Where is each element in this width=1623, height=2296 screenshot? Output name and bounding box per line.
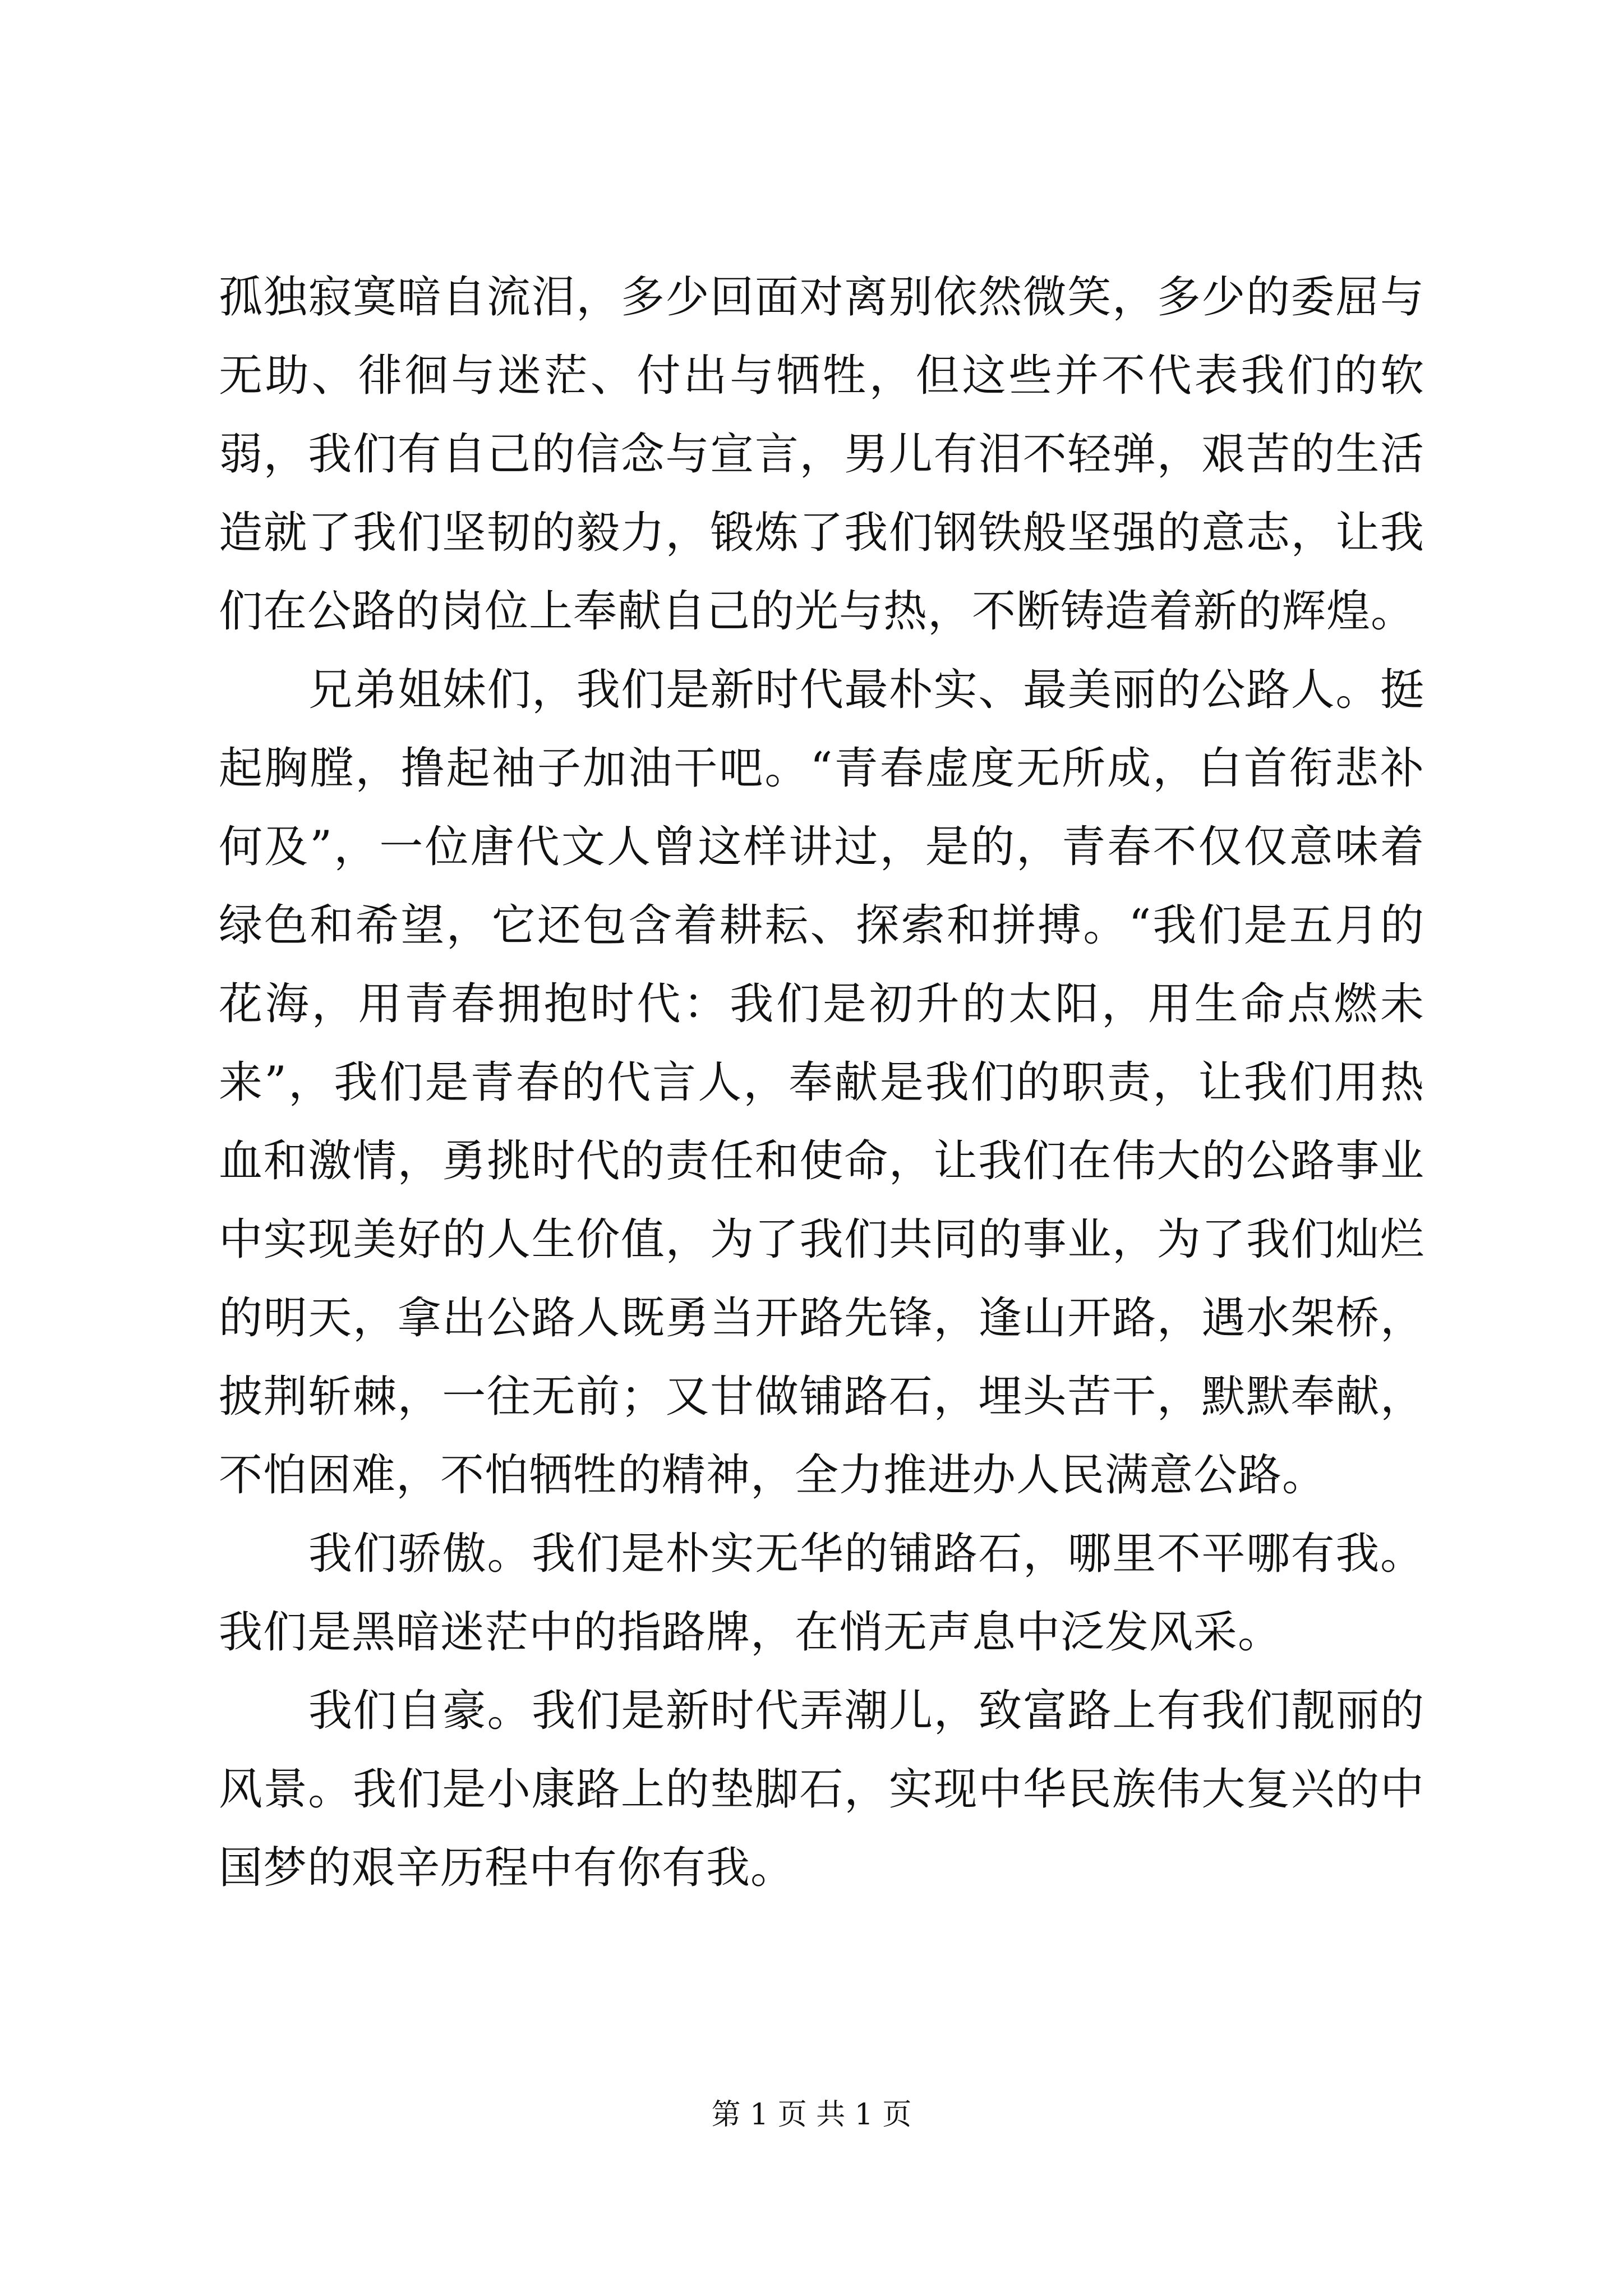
paragraph-continued: 孤独寂寞暗自流泪，多少回面对离别依然微笑，多少的委屈与无助、徘徊与迷茫、付出与牺牲，但这些并不代表我们的软弱，我们有自己的信念与宣言，男儿有泪不轻弹，艰苦的生活造就了我们坚韧的毅力，锻炼了我们钢铁般坚强的意志，让我们在公路的岗位上奉献自己的光与热，不断铸造着新的辉煌。	[219, 272, 1424, 637]
paragraph-pride: 我们自豪。我们是新时代弄潮儿，致富路上有我们靓丽的风景。我们是小康路上的垫脚石，实现中华民族伟大复兴的中国梦的艰辛历程中有你有我。	[219, 1686, 1424, 1893]
paragraph-proud: 我们骄傲。我们是朴实无华的铺路石，哪里不平哪有我。我们是黑暗迷茫中的指路牌，在悄无声息中泛发风采。	[219, 1529, 1424, 1658]
document-body	[219, 258, 1424, 1907]
paragraph-brothers-sisters: 兄弟姐妹们，我们是新时代最朴实、最美丽的公路人。挺起胸膛，撸起袖子加油干吧。“青春虚度无所成，白首衔悲补何及”，一位唐代文人曾这样讲过，是的，青春不仅仅意味着绿色和希望，它还包含着耕耘、探索和拼搏。“我们是五月的花海，用青春拥抱时代：我们是初升的太阳，用生命点燃未来”，我们是青春的代言人，奉献是我们的职责，让我们用热血和激情，勇挑时代的责任和使命，让我们在伟大的公路事业中实现美好的人生价值，为了我们共同的事业，为了我们灿烂的明天，拿出公路人既勇当开路先锋，逢山开路，遇水架桥，披荆斩棘，一往无前；又甘做铺路石，埋头苦干，默默奉献，不怕困难，不怕牺牲的精神，全力推进办人民满意公路。	[219, 665, 1424, 1501]
page-number-footer: 第 1 页 共 1 页	[711, 2098, 912, 2132]
